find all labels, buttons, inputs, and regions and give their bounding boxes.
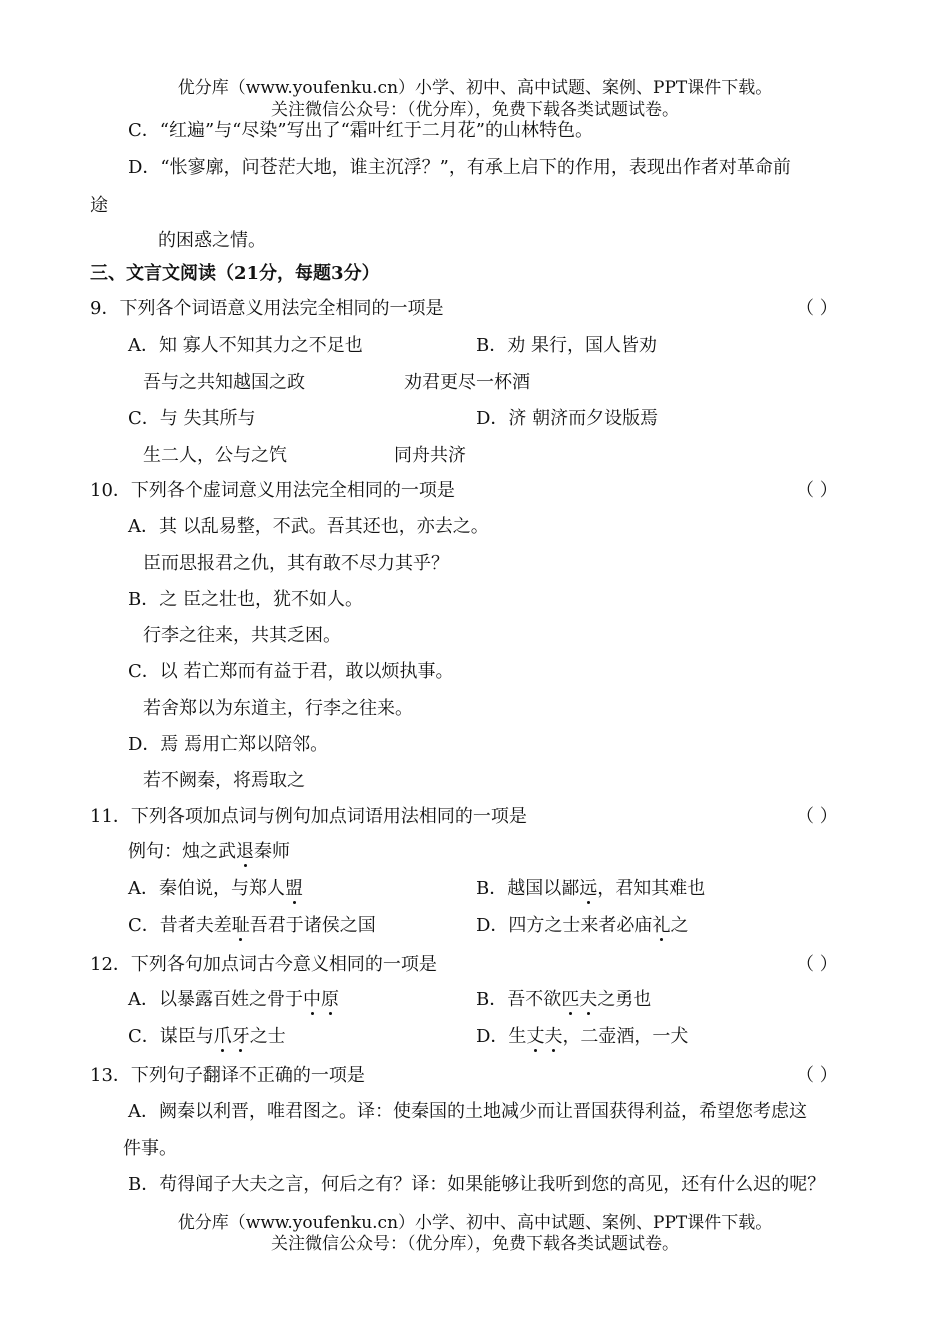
q13-stem: 13．下列句子翻译不正确的一项是 bbox=[90, 1065, 365, 1086]
q12-option-a bbox=[128, 988, 339, 1012]
q9-option-c-line-1: C．与 失其所与 bbox=[128, 408, 256, 429]
q13-option-a-line-1: A．阙秦以利晋，唯君图之。译：使秦国的土地减少而让晋国获得利益，希望您考虑这 bbox=[128, 1101, 807, 1122]
q12-option-a-dotted-char-1: 中 bbox=[303, 989, 321, 1010]
q12-option-c bbox=[128, 1025, 286, 1049]
q13-answer-parens: （ ） bbox=[796, 1065, 838, 1086]
q11-option-b-prefix: B．越国以鄙 bbox=[476, 878, 580, 899]
q12-answer-parens: （ ） bbox=[796, 954, 838, 975]
q11-example-dotted-word: 退 bbox=[236, 841, 254, 862]
q11-option-b-suffix: ，君知其难也 bbox=[597, 878, 706, 899]
q10-option-a-line-1: A．其 以乱易整，不武。吾其还也，亦去之。 bbox=[128, 516, 489, 537]
q12-option-c-dotted-char-1: 爪 bbox=[213, 1026, 232, 1047]
q12-option-b bbox=[476, 988, 651, 1012]
q10-option-c-line-2: 若舍郑以为东道主，行李之往来。 bbox=[143, 698, 413, 719]
q12-option-a-prefix: A．以暴露百姓之骨于 bbox=[128, 989, 303, 1010]
q11-stem: 11．下列各项加点词与例句加点词语用法相同的一项是 bbox=[90, 806, 527, 827]
q12-option-b-prefix: B．吾不欲 bbox=[476, 989, 562, 1010]
q11-option-c-suffix: 吾君于诸侯之国 bbox=[249, 915, 376, 936]
q10-answer-parens: （ ） bbox=[796, 480, 838, 501]
q10-option-c-line-1: C．以 若亡郑而有益于君，敢以烦执事。 bbox=[128, 661, 454, 682]
q12-option-c-suffix: 之士 bbox=[249, 1026, 286, 1047]
q11-option-d-dotted-word: 礼 bbox=[652, 915, 671, 936]
q12-option-d-dotted-char-1: 丈 bbox=[526, 1026, 545, 1047]
q10-option-a-line-2: 臣而思报君之仇，其有敢不尽力其乎？ bbox=[143, 553, 449, 574]
header-line-1: 优分库（www.youfenku.cn）小学、初中、高中试题、案例、PPT课件下载。 bbox=[177, 78, 773, 98]
q10-option-d-line-1: D．焉 焉用亡郑以陪邻。 bbox=[128, 734, 329, 755]
q12-option-c-dotted-char-2: 牙 bbox=[231, 1026, 250, 1047]
q11-example bbox=[128, 840, 290, 864]
q10-stem: 10．下列各个虚词意义用法完全相同的一项是 bbox=[90, 480, 455, 501]
q12-option-d bbox=[476, 1025, 688, 1049]
q12-option-b-dotted-char-2: 夫 bbox=[579, 989, 598, 1010]
q10-option-d-line-2: 若不阙秦，将焉取之 bbox=[143, 770, 305, 791]
q12-option-d-prefix: D．生 bbox=[476, 1026, 527, 1047]
q11-option-a-prefix: A．秦伯说，与郑人 bbox=[128, 878, 285, 899]
q12-option-b-suffix: 之勇也 bbox=[597, 989, 652, 1010]
q10-option-b-line-1: B．之 臣之壮也，犹不如人。 bbox=[128, 589, 363, 610]
q11-option-c bbox=[128, 914, 376, 938]
section-3-title: 三、文言文阅读（21分，每题3分） bbox=[90, 263, 380, 284]
q12-option-b-dotted-char-1: 匹 bbox=[561, 989, 580, 1010]
q11-example-suffix: 秦师 bbox=[254, 841, 290, 862]
q9-option-c-line-2: 生二人，公与之饩 bbox=[143, 445, 287, 466]
q8-option-d-line-2: 途 bbox=[90, 195, 108, 216]
q12-stem: 12．下列各句加点词古今意义相同的一项是 bbox=[90, 954, 437, 975]
q12-option-d-dotted-char-2: 夫 bbox=[544, 1026, 563, 1047]
q9-option-a-line-2: 吾与之共知越国之政 bbox=[143, 372, 305, 393]
q11-option-d bbox=[476, 914, 688, 938]
q11-option-d-suffix: 之 bbox=[670, 915, 689, 936]
q10-option-b-line-2: 行李之往来，共其乏困。 bbox=[143, 625, 341, 646]
q12-option-a-dotted-char-2: 原 bbox=[321, 989, 339, 1010]
q11-option-d-prefix: D．四方之士来者必庙 bbox=[476, 915, 653, 936]
q9-option-d-line-1: D．济 朝济而夕设版焉 bbox=[476, 408, 659, 429]
q8-option-c: C．“红遍”与“尽染”写出了“霜叶红于二月花”的山林特色。 bbox=[128, 120, 593, 141]
q11-example-prefix: 例句：烛之武 bbox=[128, 841, 236, 862]
header-line-2: 关注微信公众号：（优分库），免费下载各类试题试卷。 bbox=[271, 100, 679, 120]
q9-option-d-line-2: 同舟共济 bbox=[394, 445, 466, 466]
q12-option-c-prefix: C．谋臣与 bbox=[128, 1026, 214, 1047]
q9-option-a-line-1: A．知 寡人不知其力之不足也 bbox=[128, 335, 363, 356]
q11-option-b bbox=[476, 877, 705, 901]
q9-option-b-line-1: B．劝 果行，国人皆劝 bbox=[476, 335, 657, 356]
q12-option-d-suffix: ，二壶酒，一犬 bbox=[562, 1026, 689, 1047]
q11-answer-parens: （ ） bbox=[796, 806, 838, 827]
footer-line-2: 关注微信公众号：（优分库），免费下载各类试题试卷。 bbox=[271, 1234, 679, 1254]
q9-answer-parens: （ ） bbox=[796, 298, 838, 319]
q9-option-b-line-2: 劝君更尽一杯酒 bbox=[404, 372, 530, 393]
q8-option-d-line-3: 的困惑之情。 bbox=[158, 230, 266, 251]
q9-stem: 9．下列各个词语意义用法完全相同的一项是 bbox=[90, 298, 444, 319]
q11-option-c-dotted-word: 耻 bbox=[231, 915, 250, 936]
q8-option-d-line-1: D．“怅寥廓，问苍茫大地，谁主沉浮？”，有承上启下的作用，表现出作者对革命前 bbox=[128, 157, 791, 178]
q11-option-a bbox=[128, 877, 303, 901]
q11-option-c-prefix: C．昔者夫差 bbox=[128, 915, 232, 936]
q11-option-b-dotted-word: 远 bbox=[579, 878, 598, 899]
q13-option-a-line-2: 件事。 bbox=[123, 1138, 177, 1159]
q13-option-b-line-1: B．苟得闻子大夫之言，何后之有？译：如果能够让我听到您的高见，还有什么迟的呢？ bbox=[128, 1174, 826, 1195]
q11-option-a-dotted-word: 盟 bbox=[285, 878, 303, 899]
footer-line-1: 优分库（www.youfenku.cn）小学、初中、高中试题、案例、PPT课件下载。 bbox=[177, 1213, 773, 1233]
